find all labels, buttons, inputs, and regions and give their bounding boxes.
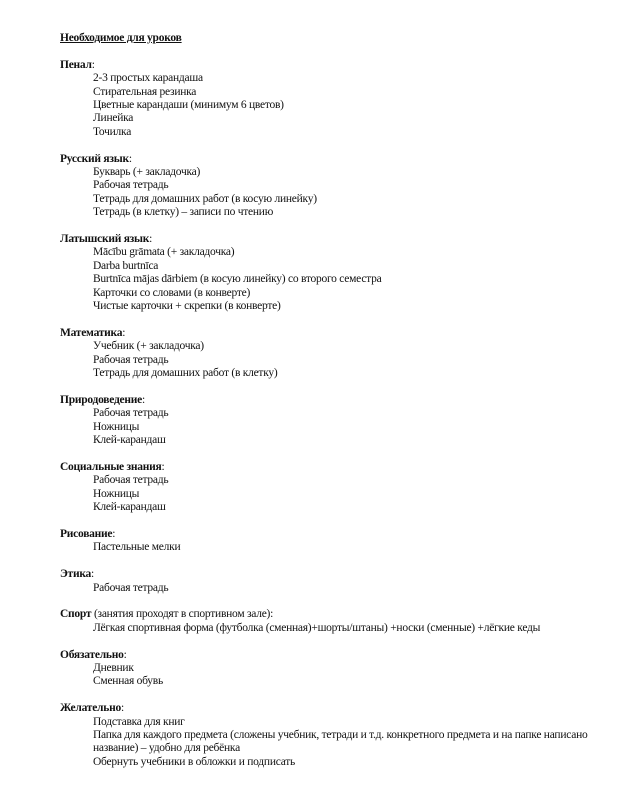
section-heading [60,608,620,621]
section-heading-colon: : [112,527,116,540]
list-item: Стирательная резинка [93,85,197,98]
section-heading-colon: : [122,326,126,339]
list-item: Обернуть учебники в обложки и подписать [93,755,296,768]
list-item: Чистые карточки + скрепки (в конверте) [93,300,281,313]
list-item: Burtnīca mājas dārbiem (в косую линейку) со второго семестра [93,273,382,286]
list-item: Mācību grāmata (+ закладочка) [93,246,235,259]
list-item: Ножницы [93,420,140,433]
section-heading [60,702,620,715]
section-heading [60,233,620,246]
section [60,702,620,769]
section-heading [60,327,620,340]
section-heading-colon: : [149,233,153,246]
list-item: Рабочая тетрадь [93,353,169,366]
section-heading-colon: : [123,648,127,661]
document-page [60,32,620,783]
section-heading [60,528,620,541]
list-item: Букварь (+ закладочка) [93,166,201,179]
section-heading-colon: : [120,702,124,715]
section-heading [60,649,620,662]
section-heading-colon: : [128,152,132,165]
section-heading [60,461,620,474]
section-heading-label: Спорт [60,608,92,621]
list-item: Дневник [93,661,134,674]
section-heading-label: Математика [60,326,123,339]
section-heading-label: Природоведение [60,393,143,406]
list-item: Тетрадь для домашних работ (в косую линейку) [93,192,317,205]
section-heading-label: Социальные знания [60,460,162,473]
list-item: Рабочая тетрадь [93,474,169,487]
section-heading-colon: : [91,58,95,71]
list-item: Сменная обувь [93,675,163,688]
section [60,649,620,689]
list-item: Ножницы [93,487,140,500]
list-item: Darba burtnīca [93,259,159,272]
list-item: Линейка [93,112,134,125]
section [60,461,620,515]
section-heading-colon: : [91,568,94,581]
list-item: Папка для каждого предмета (сложены учебник, тетради и т.д. конкретного предмета и на папке написано название) – удобно для ребёнка [93,728,588,755]
section-heading-label: Рисование [60,527,113,540]
section-heading-colon: : [270,608,274,621]
list-item: Подставка для книг [93,715,185,728]
section-heading [60,59,620,72]
section [60,327,620,381]
section [60,394,620,448]
section-heading-label: Этика [60,568,92,581]
section-heading [60,394,620,407]
list-item: Лёгкая спортивная форма (футболка (сменная)+шорты/штаны) +носки (сменные) +лёгкие кеды [93,621,541,634]
sections-container [60,59,620,769]
section-heading [60,153,620,166]
section [60,608,620,635]
section [60,233,620,313]
section-heading-label: Русский язык [60,152,129,165]
section-heading-colon: : [142,393,145,406]
section-heading-colon: : [161,460,165,473]
section [60,153,620,220]
section-heading-label: Обязательно [60,648,124,661]
list-item: Цветные карандаши (минимум 6 цветов) [93,99,284,112]
list-item: Клей-карандаш [93,501,166,514]
document-title: Необходимое для уроков [60,32,182,44]
list-item: Рабочая тетрадь [93,179,169,192]
list-item: Пастельные мелки [93,541,181,554]
section [60,568,620,595]
list-item: Точилка [93,125,132,138]
section-heading-label: Латышский язык [60,233,150,246]
section-heading-label: Желательно [60,702,121,715]
list-item: Тетрадь для домашних работ (в клетку) [93,367,278,380]
section-heading [60,568,620,581]
section [60,59,620,139]
list-item: Тетрадь (в клетку) – записи по чтению [93,206,274,219]
list-item: Рабочая тетрадь [93,407,169,420]
section-heading-note: (занятия проходят в спортивном зале) [91,608,271,621]
section [60,528,620,555]
list-item: Клей-карандаш [93,434,166,447]
list-item: Учебник (+ закладочка) [93,340,204,353]
section-heading-label: Пенал [60,58,92,71]
list-item: 2-3 простых карандаша [93,72,203,85]
list-item: Карточки со словами (в конверте) [93,286,251,299]
list-item: Рабочая тетрадь [93,581,169,594]
